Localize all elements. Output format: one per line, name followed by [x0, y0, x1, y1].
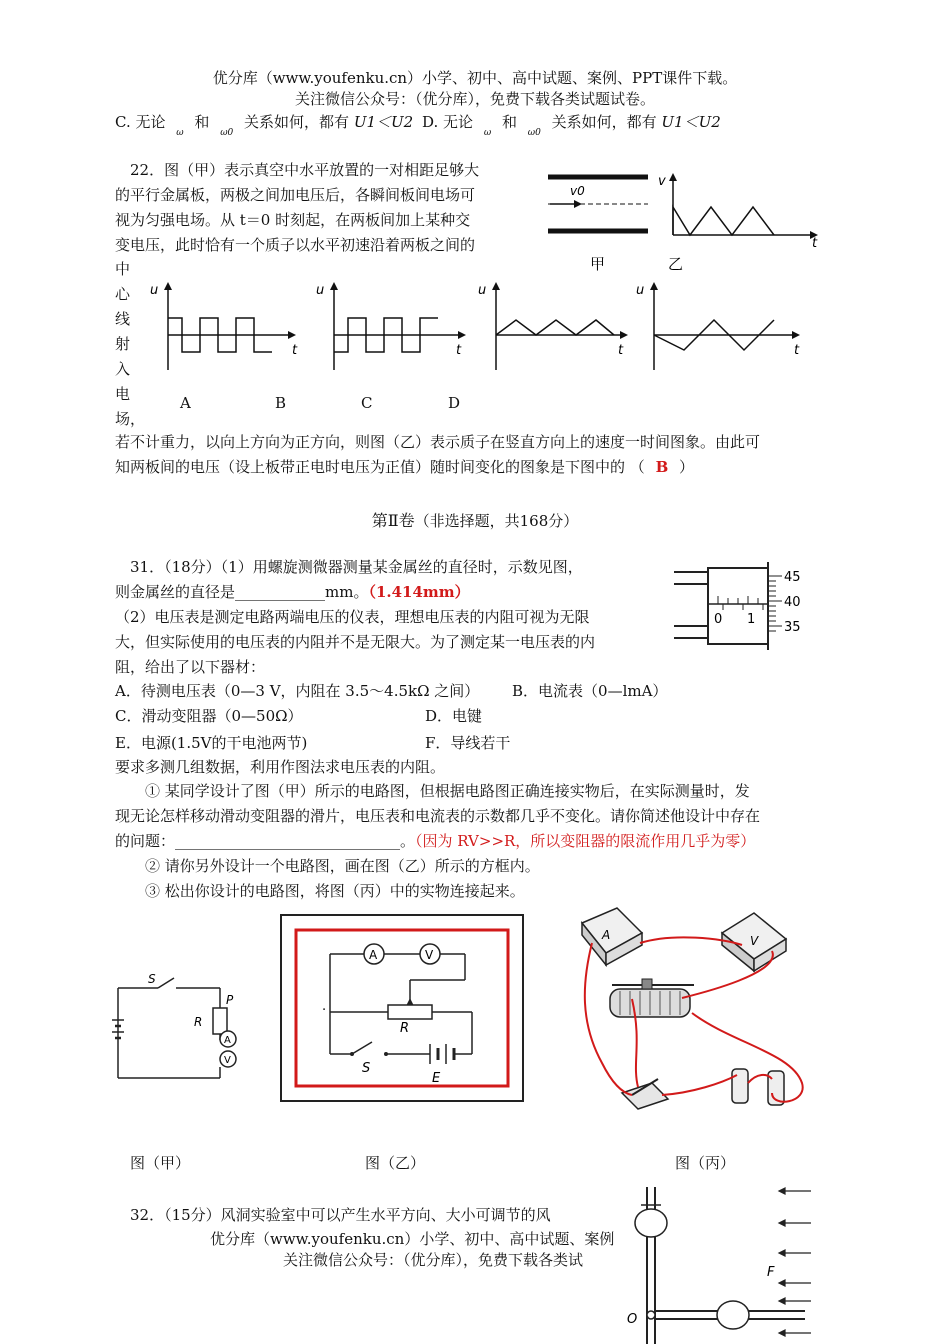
- q22-figure-jia-yi: [540, 165, 840, 275]
- svg-text:V: V: [224, 1055, 231, 1066]
- section-title: 第Ⅱ卷（非选择题，共168分）: [371, 511, 579, 530]
- q31-part-2: ② 请你另外设计一个电路图，画在图（乙）所示的方框内。: [145, 857, 540, 875]
- svg-text:O: O: [627, 1312, 638, 1327]
- q31-part-1c: 的问题：______________________________。（因为 RV>>R，所以变阻器的限流作用几乎为零）: [115, 832, 756, 850]
- q22-vchar: 线: [115, 310, 131, 328]
- q31-line-1: 31．（18分）（1）用螺旋测微器测量某金属丝的直径时，示数见图，: [130, 558, 583, 576]
- svg-text:u: u: [150, 283, 159, 298]
- q31-part-3: ③ 松出你设计的电路图，将图（丙）中的实物连接起来。: [145, 882, 525, 900]
- svg-text:A: A: [369, 948, 378, 962]
- q22-after-line-1: 若不计重力，以向上方向为正方向，则图（乙）表示质子在竖直方向上的速度一时间图象。由此可: [115, 433, 761, 451]
- caption-jia: 图（甲）: [130, 1154, 191, 1172]
- wind-tunnel-figure: [615, 1183, 815, 1344]
- q22-vchar: 场，: [115, 410, 146, 428]
- caption-yi: 图（乙）: [365, 1154, 426, 1172]
- svg-text:u: u: [636, 283, 645, 298]
- svg-text:乙: 乙: [668, 255, 684, 273]
- svg-text:A: A: [224, 1035, 231, 1046]
- svg-text:t: t: [456, 343, 462, 358]
- q31-requirement: 要求多测几组数据，利用作图法求电压表的内阻。: [115, 758, 446, 776]
- q22-line-1: 22．图（甲）表示真空中水平放置的一对相距足够大: [130, 161, 480, 179]
- svg-text:v: v: [658, 174, 666, 189]
- svg-text:S: S: [148, 972, 156, 986]
- svg-text:v0: v0: [570, 184, 585, 198]
- svg-text:V: V: [425, 948, 434, 962]
- graph-d: [636, 282, 800, 370]
- svg-text:u: u: [316, 283, 325, 298]
- svg-text:1: 1: [747, 612, 756, 627]
- svg-text:·: ·: [322, 1003, 327, 1018]
- q31-line-5: 阻，给出了以下器材：: [115, 658, 266, 676]
- svg-text:35: 35: [784, 620, 801, 635]
- q31-line-3: （2）电压表是测定电路两端电压的仪表，理想电压表的内阻可视为无限: [115, 608, 590, 626]
- q22-vchar: 心: [115, 285, 131, 303]
- q22-line-2: 的平行金属板，两极之间加电压后，各瞬间板间电场可: [115, 186, 476, 204]
- header-line-2: 关注微信公众号：（优分库），免费下载各类试题试卷。: [294, 90, 655, 108]
- svg-text:S: S: [362, 1061, 371, 1076]
- footer-line-1: 优分库（www.youfenku.cn）小学、初中、高中试题、案例: [210, 1230, 615, 1248]
- circuit-yi: [280, 914, 524, 1102]
- q22-vchar: 电: [115, 385, 131, 403]
- q31-answer-1: （1.414mm）: [368, 583, 470, 601]
- option-label-b: B: [275, 394, 287, 412]
- svg-text:t: t: [794, 343, 800, 358]
- q31-part-1b: 现无论怎样移动滑动变阻器的滑片，电压表和电流表的示数都几乎不变化。请你简述他设计中存在: [115, 807, 761, 825]
- q31-line-4: 大，但实际使用的电压表的内阻并不是无限大。为了测定某一电压表的内: [115, 633, 596, 651]
- svg-text:E: E: [432, 1071, 441, 1086]
- svg-text:R: R: [400, 1021, 410, 1036]
- ammeter-icon: [582, 908, 642, 965]
- q22-option-graphs: [140, 280, 840, 375]
- q32-line-1: 32．（15分）风洞实验室中可以产生水平方向、大小可调节的风: [130, 1206, 551, 1224]
- svg-text:甲: 甲: [590, 255, 606, 273]
- rheostat-icon: [610, 979, 694, 1017]
- option-label-a: A: [180, 394, 191, 412]
- q21-option-d: D. 无论 $_\omega$ 和 $_{\omega 0}$ 关系如何，都有 U1＜U2: [422, 113, 721, 138]
- q31-item-b: B．电流表（0—lmA）: [512, 682, 668, 700]
- caption-bing: 图（丙）: [675, 1154, 736, 1172]
- svg-text:F: F: [767, 1265, 775, 1280]
- svg-text:P: P: [226, 993, 234, 1007]
- svg-text:t: t: [812, 236, 818, 251]
- svg-text:A: A: [602, 928, 611, 942]
- q21-option-c: C. 无论 $_\omega$ 和 $_{\omega 0}$ 关系如何，都有 U1＜U2: [115, 113, 414, 138]
- svg-text:R: R: [194, 1015, 203, 1029]
- q31-item-d: D．电键: [425, 707, 483, 725]
- option-label-d: D: [448, 394, 461, 412]
- q22-after-line-2: 知两板间的电压（设上板带正电时电压为正值）随时间变化的图象是下图中的 （ B ）: [115, 458, 695, 476]
- q31-item-f: F．导线若干: [425, 734, 511, 752]
- svg-text:t: t: [292, 343, 298, 358]
- graph-b: [316, 282, 466, 370]
- q31-line-2: 则金属丝的直径是____________mm。（1.414mm）: [115, 583, 470, 601]
- q22-vchar: 射: [115, 335, 131, 353]
- q31-item-e: E．电源(1.5V的干电池两节): [115, 734, 308, 752]
- svg-text:t: t: [618, 343, 624, 358]
- svg-text:V: V: [750, 934, 759, 948]
- graph-a: [150, 282, 298, 370]
- q31-answer-2: （因为 RV>>R，所以变阻器的限流作用几乎为零）: [415, 832, 756, 850]
- q31-part-1a: ① 某同学设计了图（甲）所示的电路图，但根据电路图正确连接实物后，在实际测量时，发: [145, 782, 750, 800]
- svg-text:45: 45: [784, 570, 801, 585]
- q31-item-c: C．滑动变阻器（0—50Ω）: [115, 707, 303, 725]
- q22-line-3: 视为匀强电场。从 t＝0 时刻起，在两板间加上某种交: [115, 211, 471, 229]
- footer-line-2: 关注微信公众号：（优分库），免费下载各类试: [283, 1251, 584, 1269]
- q22-vchar: 入: [115, 360, 131, 378]
- header-line-1: 优分库（www.youfenku.cn）小学、初中、高中试题、案例、PPT课件下载。: [212, 69, 738, 87]
- svg-text:0: 0: [714, 612, 723, 627]
- q22-answer: B: [655, 458, 669, 476]
- svg-text:40: 40: [784, 595, 801, 610]
- graph-c: [478, 282, 628, 370]
- circuit-jia: [108, 968, 248, 1083]
- micrometer-figure: [672, 558, 817, 653]
- circuit-bing: [572, 903, 812, 1113]
- q22-vchar: 中: [115, 260, 131, 278]
- q22-line-4: 变电压，此时恰有一个质子以水平初速沿着两板之间的: [115, 236, 476, 254]
- svg-text:u: u: [478, 283, 487, 298]
- q31-item-a: A．待测电压表（0—3 V，内阻在 3.5～4.5kΩ 之间）: [115, 682, 480, 700]
- option-label-c: C: [361, 394, 373, 412]
